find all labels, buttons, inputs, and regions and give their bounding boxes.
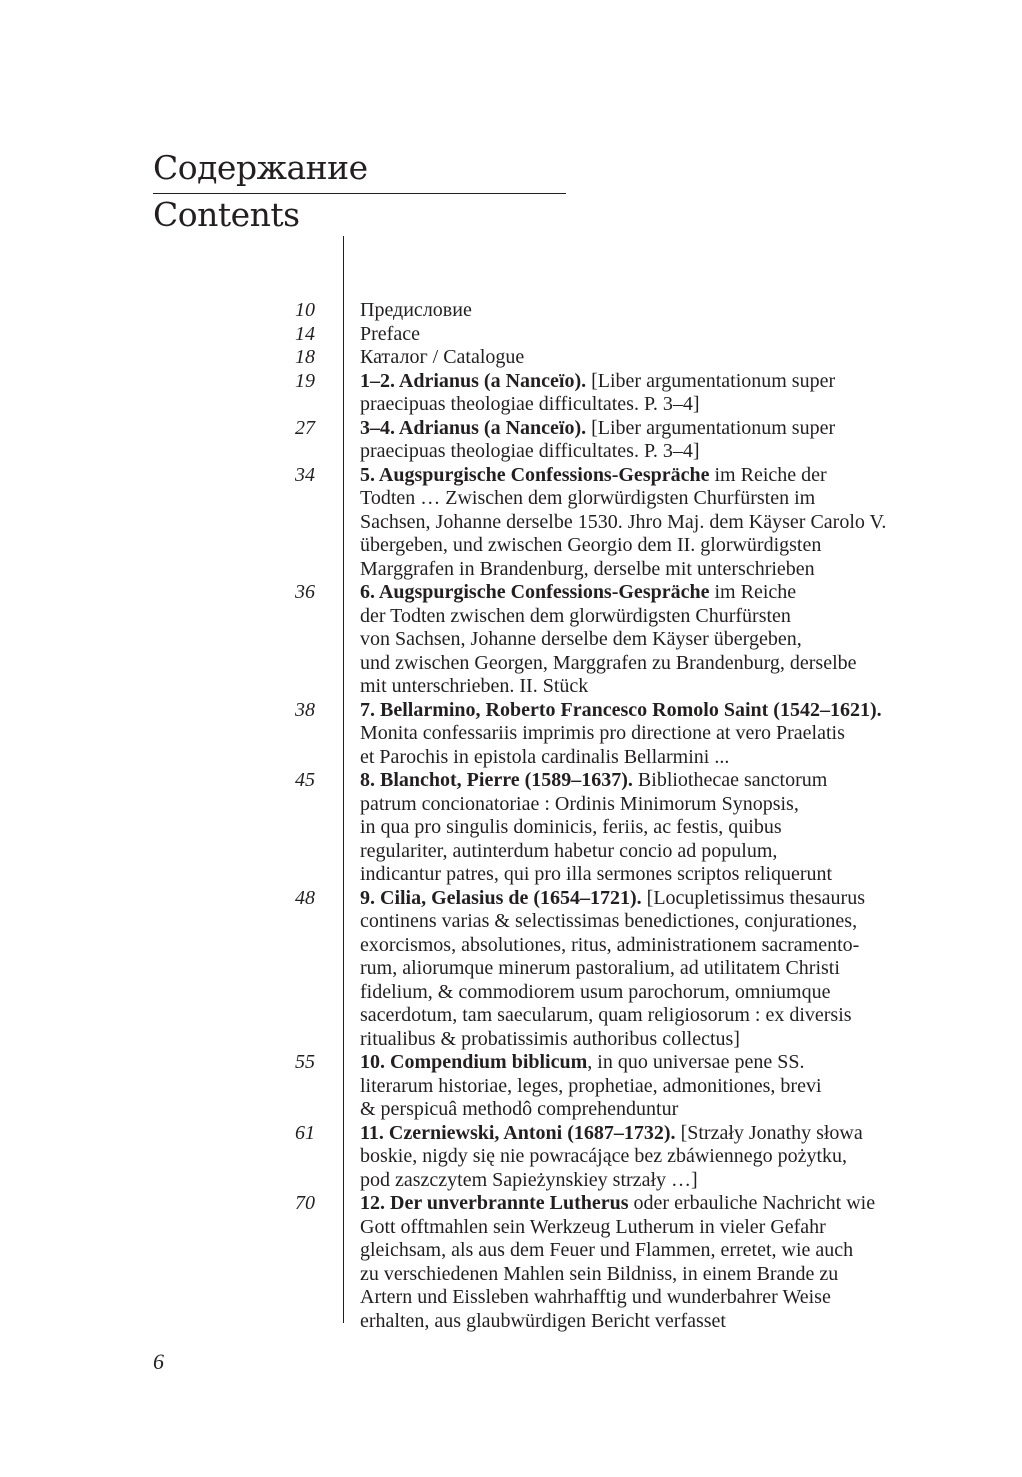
toc-entry-heading: 6. Augspurgische Confessions-Gespräche [360,581,710,603]
toc-entry[interactable] [0,464,1022,582]
toc-entry-text [360,323,930,347]
toc-line: Gott offtmahlen sein Werkzeug Lutherum in vieler Gefahr [360,1215,826,1238]
toc-entry-description: oder erbauliche Nachricht wie [628,1192,876,1214]
toc-line: et Parochis in epistola cardinalis Bellarmini ... [360,745,730,768]
toc-line: literarum historiae, leges, prophetiae, admonitiones, brevi [360,1074,822,1097]
toc-line [360,1192,930,1216]
toc-entry-description: , in quo universae pene SS. [587,1051,805,1073]
toc-entry-heading: 11. Czerniewski, Antoni (1687–1732). [360,1121,676,1144]
toc-entry-description: [Liber argumentationum super [586,416,836,439]
page-title-russian: Содержание [153,148,368,187]
toc-page-number: 70 [295,1192,315,1214]
toc-line: exorcismos, absolutiones, ritus, administrationem sacramento- [360,933,860,956]
toc-line: indicantur patres, qui pro illa sermones scriptos reliquerunt [360,863,833,885]
toc-line [360,769,930,793]
toc-line: mit unterschrieben. II. Stück [360,675,589,697]
toc-line [360,417,930,441]
toc-entry-text [360,581,930,699]
toc-line: fidelium, & commodiorem usum parochorum, omniumque [360,980,831,1003]
toc-line: Preface [360,322,420,345]
toc-entry-text [360,1051,930,1122]
toc-line: zu verschiedenen Mahlen sein Bildniss, in einem Brande zu [360,1262,839,1285]
toc-line [360,887,930,911]
toc-line: Todten … Zwischen dem glorwürdigsten Churfürsten im [360,487,816,509]
toc-line [360,464,930,488]
toc-line: Предисловие [360,299,472,321]
toc-line: praecipuas theologiae difficultates. P. 3–4] [360,393,700,415]
toc-line: gleichsam, als aus dem Feuer und Flammen, erretet, wie auch [360,1239,854,1261]
toc-page-number: 48 [295,886,315,909]
toc-entry[interactable] [0,769,1022,887]
toc-entry-heading: 9. Cilia, Gelasius de (1654–1721). [360,886,642,909]
toc-entry[interactable] [0,417,1022,464]
toc-page-number: 14 [295,322,315,345]
toc-line: continens varias & selectissimas benedictiones, conjurationes, [360,910,858,932]
toc-line [360,581,930,605]
toc-entry-description: Bibliothecae sanctorum [632,769,828,791]
toc-entry-text [360,464,930,582]
toc-page-number: 34 [295,463,315,486]
toc-entry-description: [Locupletissimus thesaurus [641,886,865,909]
toc-entry-heading: 5. Augspurgische Confessions-Gespräche [360,463,710,486]
toc-entry-text [360,1192,930,1333]
toc-line: regulariter, autinterdum habetur concio ad populum, [360,839,778,862]
toc-entry[interactable] [0,299,1022,323]
toc-entry-text [360,299,930,323]
page-number: 6 [153,1349,164,1374]
toc-entry-description: im Reiche [709,581,797,603]
toc-page-number: 38 [295,698,315,721]
toc-line [360,1051,930,1075]
toc-entry-description: [Liber argumentationum super [586,369,836,392]
toc-page-number: 18 [295,346,315,368]
toc-entry-heading: 12. Der unverbrannte Lutherus [360,1192,629,1214]
toc-page-number: 27 [295,416,315,439]
toc-entry-heading: 3–4. Adrianus (a Nanceïo). [360,416,587,439]
toc-entry[interactable] [0,887,1022,1052]
toc-line: praecipuas theologiae difficultates. P. 3–4] [360,440,700,462]
toc-line: in qua pro singulis dominicis, feriis, ac festis, quibus [360,816,782,838]
toc-page-number: 55 [295,1051,315,1073]
toc-entry[interactable] [0,1051,1022,1122]
toc-line: patrum concionatoriae : Ordinis Minimorum Synopsis, [360,792,799,815]
toc-line: pod zaszczytem Sapieżynskiey strzały …] [360,1168,698,1191]
toc-entry[interactable] [0,1122,1022,1193]
toc-entry-text [360,370,930,417]
table-of-contents [0,299,1022,1333]
toc-line: erhalten, aus glaubwürdigen Bericht verfasset [360,1309,726,1332]
toc-entry[interactable] [0,1192,1022,1333]
toc-line: Monita confessariis imprimis pro directione at vero Praelatis [360,722,845,744]
toc-page-number: 61 [295,1121,315,1144]
toc-page-number: 45 [295,769,315,791]
toc-entry[interactable] [0,323,1022,347]
toc-line: ritualibus & probatissimis authoribus collectus] [360,1027,740,1050]
toc-entry[interactable] [0,370,1022,417]
toc-entry-text [360,417,930,464]
toc-page-number: 10 [295,299,315,321]
toc-line: Каталог / Catalogue [360,346,525,368]
toc-entry-text [360,1122,930,1193]
title-divider [153,193,566,194]
toc-line: von Sachsen, Johanne derselbe dem Käyser übergeben, [360,628,802,650]
toc-entry[interactable] [0,581,1022,699]
toc-entry-text [360,769,930,887]
toc-line [360,370,930,394]
toc-entry[interactable] [0,346,1022,370]
toc-line: boskie, nigdy się nie powracájące bez zbáwiennego pożytku, [360,1145,848,1167]
toc-line [360,699,930,723]
toc-entry[interactable] [0,699,1022,770]
toc-entry-description: [Strzały Jonathy słowa [675,1121,863,1144]
toc-line: Artern und Eissleben wahrhafftig und wunderbahrer Weise [360,1286,831,1308]
toc-line: und zwischen Georgen, Marggrafen zu Brandenburg, derselbe [360,651,857,674]
toc-entry-description: im Reiche der [709,463,827,486]
toc-line: der Todten zwischen dem glorwürdigsten Churfürsten [360,604,791,627]
toc-line: sacerdotum, tam saecularum, quam religiosorum : ex diversis [360,1004,852,1026]
toc-entry-text [360,699,930,770]
toc-line: übergeben, und zwischen Georgio dem II. glorwürdigsten [360,534,822,556]
toc-line: Marggrafen in Brandenburg, derselbe mit unterschrieben [360,557,815,580]
toc-line [360,1122,930,1146]
page-title-english: Contents [153,195,300,234]
toc-entry-heading: 8. Blanchot, Pierre (1589–1637). [360,769,633,791]
toc-line: Sachsen, Johanne derselbe 1530. Jhro Maj. dem Käyser Carolo V. [360,510,887,533]
toc-entry-text [360,887,930,1052]
toc-entry-heading: 10. Compendium biblicum [360,1051,588,1073]
toc-entry-heading: 7. Bellarmino, Roberto Francesco Romolo Saint (1542–1621). [360,698,882,721]
toc-line: rum, aliorumque minerum pastoralium, ad utilitatem Christi [360,957,840,979]
toc-entry-text [360,346,930,370]
toc-page-number: 19 [295,369,315,392]
toc-line: & perspicuâ methodô comprehenduntur [360,1098,679,1120]
toc-entry-heading: 1–2. Adrianus (a Nanceïo). [360,369,587,392]
toc-page-number: 36 [295,581,315,603]
